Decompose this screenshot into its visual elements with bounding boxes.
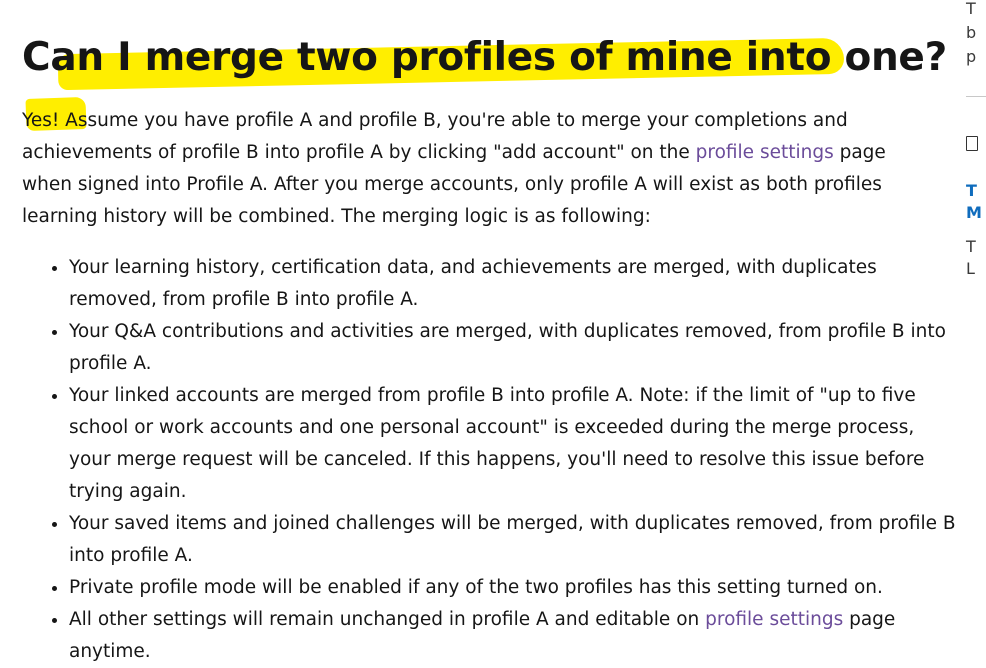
list-item	[69, 604, 959, 668]
list-item: • Your learning history, certification data, and achievements are merged, with duplicates removed, from profile B into profile A.	[69, 252, 959, 316]
yes-text: Yes!	[22, 110, 60, 131]
profile-settings-link-2[interactable]: profile settings	[705, 609, 844, 630]
right-sidebar	[966, 0, 982, 667]
sidebar-text-line: L	[966, 259, 975, 278]
title-end: e?	[898, 35, 947, 80]
intro-paragraph	[22, 105, 922, 233]
copy-icon[interactable]	[966, 136, 978, 151]
list-item: • Your Q&A contributions and activities are merged, with duplicates removed, from profile B into profile A.	[69, 316, 959, 380]
list-item: • Private profile mode will be enabled if any of the two profiles has this setting turned on.	[69, 572, 959, 604]
title-start: Ca	[22, 35, 77, 80]
sidebar-text-line: b	[966, 23, 977, 42]
last-bullet-text-1: All other settings will remain unchanged in profile A and editable on	[69, 609, 706, 630]
page-title	[22, 30, 947, 86]
sidebar-link[interactable]: T	[966, 181, 977, 200]
list-item: • Your linked accounts are merged from profile B into profile A. Note: if the limit of "up to five school or work accounts and one personal account" is exceeded during the merge process, your merge request will be canceled. If this happens, you'll need to resolve this issue before trying again.	[69, 380, 959, 508]
intro-text-1: Assume you have profile A and profile B, you're able to merge your completions and achievements of profile B into profile A by clicking "add account" on the	[22, 110, 848, 163]
sidebar-divider	[966, 96, 986, 97]
sidebar-link[interactable]: M	[966, 203, 982, 222]
profile-settings-link[interactable]: profile settings	[695, 142, 834, 163]
intro-text-2: page when signed into Profile A. After you merge accounts, only profile A will exist as both profiles learning history will be combined. The merging logic is as following:	[22, 142, 886, 227]
list-item: • Your saved items and joined challenges will be merged, with duplicates removed, from profile B into profile A.	[69, 508, 959, 572]
merge-logic-list	[22, 252, 959, 668]
sidebar-text-line: T	[966, 237, 976, 256]
last-bullet-text-2: page anytime.	[69, 609, 896, 662]
sidebar-text-line: T	[966, 0, 976, 18]
title-highlighted-text: n I merge two profiles of mine into on	[76, 35, 899, 80]
sidebar-text-line: p	[966, 47, 977, 66]
